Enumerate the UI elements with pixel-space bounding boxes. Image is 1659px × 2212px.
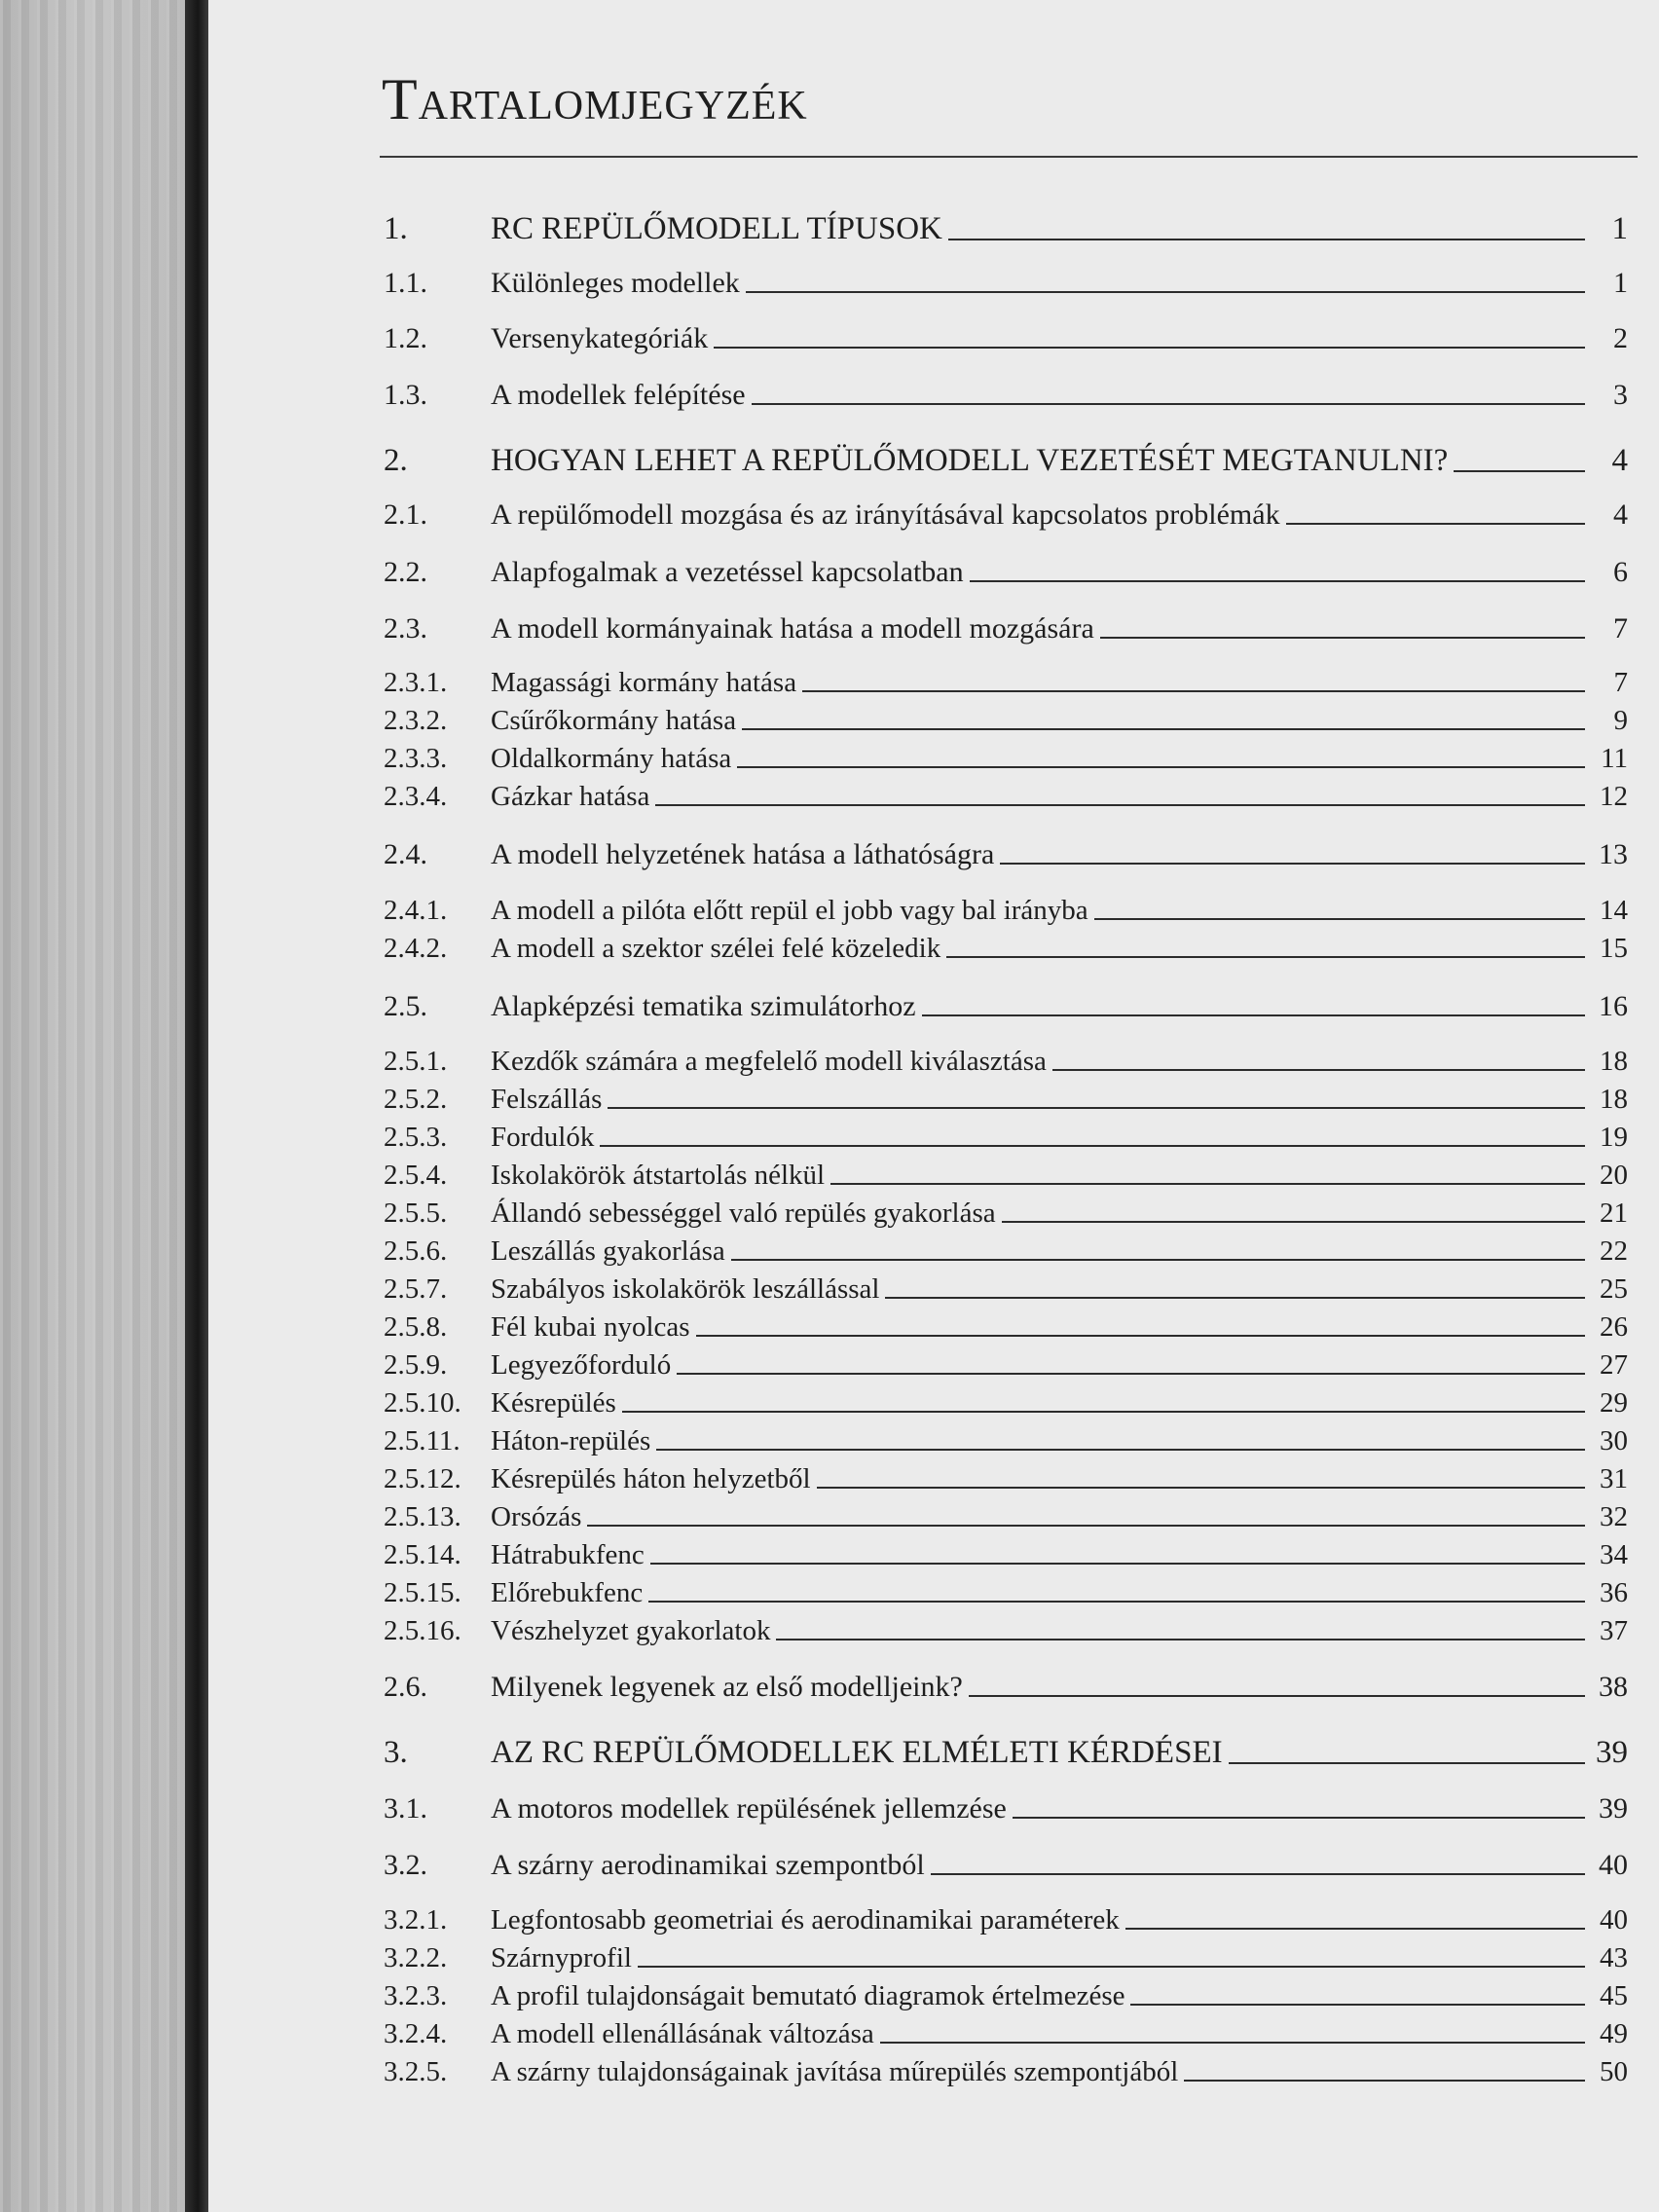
toc-entry-number: 2.5.6. xyxy=(384,1235,448,1267)
toc-entry[interactable] xyxy=(384,438,1628,477)
toc-entry[interactable] xyxy=(384,702,1628,735)
title-underline xyxy=(380,156,1638,158)
toc-entry-number: 2.5. xyxy=(384,990,427,1022)
book-spine xyxy=(185,0,208,2212)
toc-entry-page: 18 xyxy=(1600,1084,1628,1115)
toc-entry[interactable] xyxy=(384,778,1628,811)
leader-line xyxy=(802,690,1585,692)
toc-entry-title: A repülőmodell mozgása és az irányításával kapcsolatos problémák xyxy=(491,498,1280,531)
toc-entry[interactable] xyxy=(384,1901,1628,1935)
leader-line xyxy=(1094,918,1585,920)
leader-line xyxy=(776,1639,1585,1641)
toc-entry-page: 39 xyxy=(1596,1735,1628,1770)
toc-entry-number: 1.1. xyxy=(384,267,427,299)
toc-entry[interactable] xyxy=(384,206,1628,245)
toc-entry[interactable] xyxy=(384,1730,1628,1769)
toc-entry-number: 2.3.1. xyxy=(384,667,448,698)
toc-entry-title: A modellek felépítése xyxy=(491,379,746,411)
toc-entry-title: Fél kubai nyolcas xyxy=(491,1311,690,1343)
leader-line xyxy=(737,766,1585,768)
leader-line xyxy=(922,1014,1585,1016)
leader-line xyxy=(1125,1928,1585,1930)
toc-entry-title: A modell kormányainak hatása a modell mozgására xyxy=(491,612,1094,645)
leader-line xyxy=(655,804,1585,806)
leader-line xyxy=(608,1107,1585,1109)
leader-line xyxy=(970,580,1585,582)
toc-entry[interactable] xyxy=(384,2053,1628,2086)
leader-line xyxy=(648,1601,1585,1603)
toc-entry-number: 2.3.2. xyxy=(384,705,448,736)
toc-entry-title: Előrebukfenc xyxy=(491,1577,644,1608)
leader-line xyxy=(880,2042,1585,2044)
toc-entry-number: 3.2. xyxy=(384,1849,427,1881)
toc-entry-number: 2.5.10. xyxy=(384,1387,461,1419)
toc-entry-title: Kezdők számára a megfelelő modell kiválasztása xyxy=(491,1046,1047,1077)
leader-line xyxy=(677,1373,1585,1375)
toc-entry[interactable] xyxy=(384,1977,1628,2010)
leader-line xyxy=(1286,523,1585,525)
toc-entry-title: HOGYAN LEHET A REPÜLŐMODELL VEZETÉSÉT MEGTANULNI? xyxy=(491,443,1449,478)
toc-entry-number: 2.5.3. xyxy=(384,1122,448,1153)
toc-entry-number: 2.5.9. xyxy=(384,1349,448,1381)
toc-entry-title: A szárny aerodinamikai szempontból xyxy=(491,1849,925,1881)
toc-entry[interactable] xyxy=(384,1667,1628,1702)
toc-entry-page: 4 xyxy=(1613,498,1628,531)
toc-entry-page: 9 xyxy=(1613,705,1628,736)
toc-entry[interactable] xyxy=(384,986,1628,1021)
toc-entry-page: 39 xyxy=(1599,1792,1628,1825)
leader-line xyxy=(885,1297,1585,1299)
toc-entry-title: Szabályos iskolakörök leszállással xyxy=(491,1273,880,1305)
toc-entry-title: Különleges modellek xyxy=(491,267,740,299)
toc-entry-page: 22 xyxy=(1600,1235,1628,1267)
leader-line xyxy=(696,1335,1585,1337)
toc-entry-title: Legyezőforduló xyxy=(491,1349,672,1381)
toc-entry-page: 19 xyxy=(1600,1122,1628,1153)
toc-entry[interactable] xyxy=(384,1939,1628,1972)
leader-line xyxy=(600,1145,1585,1147)
leader-line xyxy=(817,1487,1585,1489)
toc-entry-page: 25 xyxy=(1600,1273,1628,1305)
toc-entry[interactable] xyxy=(384,740,1628,773)
toc-entry[interactable] xyxy=(384,552,1628,587)
leader-line xyxy=(1184,2080,1585,2082)
toc-entry-title: Legfontosabb geometriai és aerodinamikai paraméterek xyxy=(491,1904,1120,1936)
leader-line xyxy=(714,347,1585,349)
toc-entry-number: 3.2.4. xyxy=(384,2018,448,2049)
toc-entry-number: 1.2. xyxy=(384,322,427,354)
leader-line xyxy=(931,1873,1585,1875)
leader-line xyxy=(969,1695,1585,1697)
toc-entry[interactable] xyxy=(384,1346,1628,1380)
toc-entry-page: 15 xyxy=(1600,933,1628,964)
toc-entry-number: 1.3. xyxy=(384,379,427,411)
toc-entry-number: 3.2.3. xyxy=(384,1980,448,2011)
toc-entry-page: 1 xyxy=(1611,211,1628,246)
toc-entry[interactable] xyxy=(384,664,1628,697)
toc-entry[interactable] xyxy=(384,263,1628,298)
toc-entry-page: 40 xyxy=(1600,1904,1628,1936)
toc-entry-number: 3.2.1. xyxy=(384,1904,448,1936)
toc-entry-number: 2.3. xyxy=(384,612,427,645)
leader-line xyxy=(746,291,1585,293)
toc-entry[interactable] xyxy=(384,1498,1628,1531)
leader-line xyxy=(656,1449,1585,1451)
page-title: Tartalomjegyzék xyxy=(382,67,808,131)
toc-entry-title: Szárnyprofil xyxy=(491,1942,632,1973)
toc-entry-number: 2.5.1. xyxy=(384,1046,448,1077)
toc-entry[interactable] xyxy=(384,1157,1628,1190)
toc-entry[interactable] xyxy=(384,495,1628,530)
toc-entry-number: 2.5.14. xyxy=(384,1539,461,1570)
toc-entry-page: 38 xyxy=(1599,1671,1628,1703)
toc-entry-page: 2 xyxy=(1613,322,1628,354)
toc-entry-number: 2. xyxy=(384,443,408,478)
toc-entry-title: Gázkar hatása xyxy=(491,781,650,812)
leader-line xyxy=(1000,863,1585,865)
toc-entry-page: 32 xyxy=(1600,1501,1628,1532)
toc-entry-number: 2.3.4. xyxy=(384,781,448,812)
toc-entry[interactable] xyxy=(384,318,1628,353)
toc-entry-number: 2.5.11. xyxy=(384,1425,461,1456)
toc-entry-page: 20 xyxy=(1600,1160,1628,1191)
toc-entry-title: Alapképzési tematika szimulátorhoz xyxy=(491,990,916,1022)
toc-entry-page: 26 xyxy=(1600,1311,1628,1343)
leader-line xyxy=(1013,1817,1585,1819)
toc-entry-page: 49 xyxy=(1600,2018,1628,2049)
toc-entry-page: 12 xyxy=(1600,781,1628,812)
toc-entry-number: 2.4. xyxy=(384,838,427,870)
toc-entry-page: 7 xyxy=(1613,612,1628,645)
toc-entry-number: 2.4.1. xyxy=(384,895,448,926)
toc-entry-title: A modell ellenállásának változása xyxy=(491,2018,874,2049)
toc-entry-page: 3 xyxy=(1613,379,1628,411)
toc-entry-title: Leszállás gyakorlása xyxy=(491,1235,725,1267)
toc-entry-number: 2.6. xyxy=(384,1671,427,1703)
toc-entry-number: 3.2.5. xyxy=(384,2056,448,2087)
toc-entry[interactable] xyxy=(384,1422,1628,1456)
toc-entry-title: Késrepülés háton helyzetből xyxy=(491,1463,811,1494)
toc-entry[interactable] xyxy=(384,1574,1628,1607)
background-surface xyxy=(0,0,185,2212)
leader-line xyxy=(946,956,1585,958)
toc-entry[interactable] xyxy=(384,1612,1628,1645)
toc-entry-title: Alapfogalmak a vezetéssel kapcsolatban xyxy=(491,556,964,588)
toc-entry[interactable] xyxy=(384,834,1628,869)
toc-entry-number: 2.5.16. xyxy=(384,1615,461,1646)
toc-entry-page: 13 xyxy=(1599,838,1628,870)
toc-entry-page: 1 xyxy=(1613,267,1628,299)
toc-entry-title: Magassági kormány hatása xyxy=(491,667,797,698)
toc-entry-page: 7 xyxy=(1613,667,1628,698)
toc-entry-title: Orsózás xyxy=(491,1501,582,1532)
toc-entry[interactable] xyxy=(384,1195,1628,1228)
leader-line xyxy=(752,403,1585,405)
toc-entry-title: Oldalkormány hatása xyxy=(491,743,732,774)
leader-line xyxy=(638,1966,1585,1968)
toc-entry-title: A modell a szektor szélei felé közeledik xyxy=(491,933,941,964)
toc-entry-number: 3.1. xyxy=(384,1792,427,1825)
leader-line xyxy=(742,728,1585,730)
toc-entry-title: Háton-repülés xyxy=(491,1425,651,1456)
toc-entry-page: 36 xyxy=(1600,1577,1628,1608)
toc-entry[interactable] xyxy=(384,1119,1628,1152)
toc-entry-number: 3.2.2. xyxy=(384,1942,448,1973)
toc-entry-title: A motoros modellek repülésének jellemzése xyxy=(491,1792,1007,1825)
toc-entry[interactable] xyxy=(384,1233,1628,1266)
toc-entry[interactable] xyxy=(384,930,1628,963)
leader-line xyxy=(587,1525,1585,1527)
toc-entry-page: 6 xyxy=(1613,556,1628,588)
toc-entry-page: 30 xyxy=(1600,1425,1628,1456)
toc-entry[interactable] xyxy=(384,375,1628,410)
toc-entry-title: Késrepülés xyxy=(491,1387,616,1419)
toc-entry-number: 2.4.2. xyxy=(384,933,448,964)
toc-entry[interactable] xyxy=(384,892,1628,925)
toc-entry-number: 2.5.2. xyxy=(384,1084,448,1115)
toc-entry-title: A szárny tulajdonságainak javítása műrepülés szempontjából xyxy=(491,2056,1179,2087)
toc-entry-page: 16 xyxy=(1599,990,1628,1022)
toc-entry-title: A modell helyzetének hatása a láthatóságra xyxy=(491,838,995,870)
toc-entry-page: 50 xyxy=(1600,2056,1628,2087)
toc-entry-number: 2.2. xyxy=(384,556,427,588)
toc-entry-number: 2.5.4. xyxy=(384,1160,448,1191)
leader-line xyxy=(1100,637,1585,639)
toc-entry-title: AZ RC REPÜLŐMODELLEK ELMÉLETI KÉRDÉSEI xyxy=(491,1735,1223,1770)
leader-line xyxy=(1052,1069,1585,1071)
toc-entry[interactable] xyxy=(384,1043,1628,1076)
toc-entry-page: 43 xyxy=(1600,1942,1628,1973)
toc-entry[interactable] xyxy=(384,1384,1628,1418)
toc-entry-page: 18 xyxy=(1600,1046,1628,1077)
toc-entry-number: 2.5.8. xyxy=(384,1311,448,1343)
toc-entry-number: 2.5.12. xyxy=(384,1463,461,1494)
toc-entry-title: Milyenek legyenek az első modelljeink? xyxy=(491,1671,963,1703)
toc-entry-title: Állandó sebességgel való repülés gyakorlása xyxy=(491,1198,996,1229)
toc-entry-number: 2.5.13. xyxy=(384,1501,461,1532)
toc-entry[interactable] xyxy=(384,1788,1628,1824)
toc-entry-title: Iskolakörök átstartolás nélkül xyxy=(491,1160,826,1191)
toc-entry-number: 2.3.3. xyxy=(384,743,448,774)
toc-entry-page: 37 xyxy=(1600,1615,1628,1646)
toc-entry-page: 45 xyxy=(1600,1980,1628,2011)
toc-entry-page: 11 xyxy=(1601,743,1628,774)
document-page xyxy=(208,0,1659,2212)
leader-line xyxy=(731,1259,1585,1261)
toc-entry-page: 34 xyxy=(1600,1539,1628,1570)
toc-entry[interactable] xyxy=(384,1845,1628,1880)
toc-entry[interactable] xyxy=(384,1460,1628,1493)
toc-entry-page: 29 xyxy=(1600,1387,1628,1419)
leader-line xyxy=(1130,2004,1585,2006)
toc-entry[interactable] xyxy=(384,1081,1628,1114)
toc-entry-number: 1. xyxy=(384,211,408,246)
leader-line xyxy=(1229,1762,1585,1764)
leader-line xyxy=(1454,470,1585,472)
toc-entry[interactable] xyxy=(384,1271,1628,1304)
toc-entry[interactable] xyxy=(384,1309,1628,1342)
toc-entry-title: Fordulók xyxy=(491,1122,595,1153)
toc-entry-page: 21 xyxy=(1600,1198,1628,1229)
toc-entry[interactable] xyxy=(384,1536,1628,1569)
toc-entry-title: Csűrőkormány hatása xyxy=(491,705,737,736)
toc-entry-title: Hátrabukfenc xyxy=(491,1539,645,1570)
toc-entry-page: 40 xyxy=(1599,1849,1628,1881)
toc-entry-title: Vészhelyzet gyakorlatok xyxy=(491,1615,771,1646)
toc-entry-page: 31 xyxy=(1600,1463,1628,1494)
leader-line xyxy=(1002,1221,1585,1223)
toc-entry-title: Versenykategóriák xyxy=(491,322,709,354)
leader-line xyxy=(830,1183,1585,1185)
toc-entry-page: 4 xyxy=(1611,443,1628,478)
toc-entry-title: A profil tulajdonságait bemutató diagramok értelmezése xyxy=(491,1980,1125,2011)
toc-entry-title: RC REPÜLŐMODELL TÍPUSOK xyxy=(491,211,942,246)
leader-line xyxy=(948,239,1585,240)
toc-entry-number: 2.5.7. xyxy=(384,1273,448,1305)
toc-entry[interactable] xyxy=(384,2015,1628,2048)
leader-line xyxy=(650,1563,1585,1565)
toc-entry-page: 14 xyxy=(1600,895,1628,926)
toc-entry-number: 2.5.5. xyxy=(384,1198,448,1229)
toc-entry-page: 27 xyxy=(1600,1349,1628,1381)
toc-entry[interactable] xyxy=(384,608,1628,644)
toc-entry-number: 3. xyxy=(384,1735,408,1770)
toc-entry-title: A modell a pilóta előtt repül el jobb vagy bal irányba xyxy=(491,895,1088,926)
leader-line xyxy=(622,1411,1585,1413)
toc-entry-title: Felszállás xyxy=(491,1084,603,1115)
toc-entry-number: 2.1. xyxy=(384,498,427,531)
toc-entry-number: 2.5.15. xyxy=(384,1577,461,1608)
